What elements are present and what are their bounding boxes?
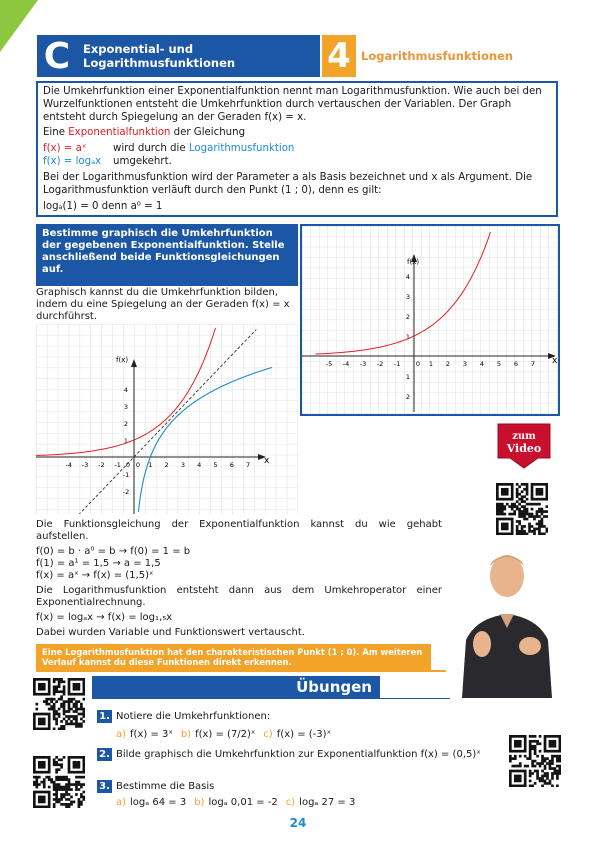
qr-code-icon[interactable] [33,678,85,730]
x-tick-label: 0 [415,360,421,368]
info-box: Eine Logarithmusfunktion hat den charakteristischen Punkt (1 ; 0). Am weiteren Verlauf kannst du diese Funktionen direkt erkennen. [36,644,431,670]
exp-function-row: f(x) = aˣ wird durch die Logarithmusfunktion [43,143,295,154]
x-axis-label: x [552,356,558,366]
x-tick-label: -4 [65,461,73,469]
x-tick-label: 3 [462,360,468,368]
x-tick-label: 5 [213,461,218,469]
y-tick-label: 2 [405,313,411,321]
exponential-graph [302,226,558,414]
x-tick-label: 2 [164,461,169,469]
definition-box [36,81,558,217]
solution-note: Dabei wurden Variable und Funktionswert vertauscht. [36,627,305,638]
exercise-3-text: Bestimme die Basis [116,781,215,792]
x-tick-label: 5 [496,360,502,368]
x-tick-label: 7 [246,461,251,469]
solution-step-3: f(x) = aˣ → f(x) = (1,5)ˣ [36,570,154,581]
qr-code-icon[interactable] [509,735,561,787]
y-tick-label: -1 [122,471,130,479]
y-tick-label: 4 [123,386,129,394]
x-tick-label: 6 [229,461,234,469]
exercises-divider [92,698,450,699]
exercise-3-parts: a) logₐ 64 = 3 b) logₐ 0,01 = -2 c) logₐ 27 = 3 [116,797,356,808]
video-badge-line1: zum [512,431,536,442]
y-tick-label: 4 [405,273,411,281]
x-axis-label: x [264,456,270,466]
x-tick-label: -2 [376,360,384,368]
chapter-title: Exponential- und Logarithmusfunktionen [77,35,320,77]
corner-decoration [0,0,38,52]
log-identity: logₐ(1) = 0 denn a⁰ = 1 [43,201,163,212]
log-function-row: f(x) = logₐx umgekehrt. [43,156,172,167]
y-tick-label: 2 [123,420,129,428]
x-tick-label: -2 [98,461,105,469]
section-number: 4 [322,35,356,77]
exercise-1-parts: a) f(x) = 3ˣ b) f(x) = (7/2)ˣ c) f(x) = (-3)ˣ [116,729,331,740]
exercise-1-number: 1. [97,710,112,723]
exponential-graph-frame [300,224,560,416]
x-tick-label: 2 [445,360,451,368]
x-tick-label: 3 [180,461,185,469]
y-tick-label: 1 [123,437,129,445]
solution-step-1: f(0) = b · a⁰ = b → f(0) = 1 = b [36,546,191,557]
solution-step-2: f(1) = a¹ = 1,5 → a = 1,5 [36,558,161,569]
video-badge[interactable] [494,422,554,470]
y-axis-label: f(x) [407,258,420,266]
inverse-function-graph [36,324,298,514]
qr-code-icon[interactable] [33,756,85,808]
section-title: Logarithmusfunktionen [361,49,514,63]
intro-parameter-text: Bei der Logarithmusfunktion wird der Parameter a als Basis bezeichnet und x als Argument. Die Logarithmusfunktion verläuft durch den Punkt (1 ; 0), denn es gilt: [43,172,533,196]
exercise-1-text: Notiere die Umkehrfunktionen: [116,711,271,722]
y-axis-label: f(x) [116,356,129,364]
y-tick-label: 2 [405,393,411,401]
task-box: Bestimme graphisch die Umkehrfunktion der gegebenen Exponentialfunktion. Stelle anschließend beide Funktionsgleichungen auf. [36,224,298,284]
y-tick-label: 1 [405,373,411,381]
qr-code-icon[interactable] [496,483,548,535]
info-divider [36,670,446,672]
x-tick-label: -1 [393,360,401,368]
y-tick-label: 3 [405,293,411,301]
x-tick-label: 1 [148,461,153,469]
exercise-2-text: Bilde graphisch die Umkehrfunktion zur Exponentialfunktion f(x) = (0,5)ˣ [116,749,481,760]
x-tick-label: 1 [428,360,434,368]
page-number: 24 [289,816,307,830]
x-tick-label: 4 [197,461,202,469]
x-tick-label: -3 [81,461,89,469]
video-badge-line2: Video [506,442,542,455]
x-tick-label: -1 [114,461,121,469]
x-tick-label: -5 [325,360,333,368]
y-tick-label: 1 [405,333,411,341]
presenter-image [452,548,562,698]
intro-paragraph: Die Umkehrfunktion einer Exponentialfunktion nennt man Logarithmusfunktion. Wie auch bei den Wurzelfunktionen entsteht die Umkehrfunktion durch vertauschen der Variablen. Der Graph entsteht durch Spiegelung an der Geraden f(x) = x. [43,86,542,123]
x-tick-label: 4 [479,360,485,368]
x-tick-label: -4 [342,360,350,368]
solution-log-text: Die Logarithmusfunktion entsteht dann aus dem Umkehroperator einer Exponentialrechnung. [36,585,442,608]
solution-log-equation: f(x) = logₐx → f(x) = log₁,₅x [36,612,173,623]
exercise-2-number: 2. [97,748,112,761]
x-tick-label: -3 [359,360,367,368]
y-tick-label: -2 [122,488,130,496]
y-tick-label: 0 [125,461,131,469]
chapter-letter: C [37,35,77,77]
x-tick-label: 6 [513,360,519,368]
solution-intro: Die Funktionsgleichung der Exponentialfunktion kannst du wie gehabt aufstellen. [36,519,442,542]
x-tick-label: 7 [530,360,536,368]
intro-equation-lead: Eine Exponentialfunktion der Gleichung [43,127,246,138]
y-tick-label: 3 [123,403,129,411]
x-tick-label: 0 [135,461,141,469]
task-divider [36,283,298,286]
task-hint: Graphisch kannst du die Umkehrfunktion bilden, indem du eine Spiegelung an der Geraden f(x) = x durchführst. [36,287,290,322]
exercises-title: Übungen [92,676,380,698]
exercise-3-number: 3. [97,780,112,793]
